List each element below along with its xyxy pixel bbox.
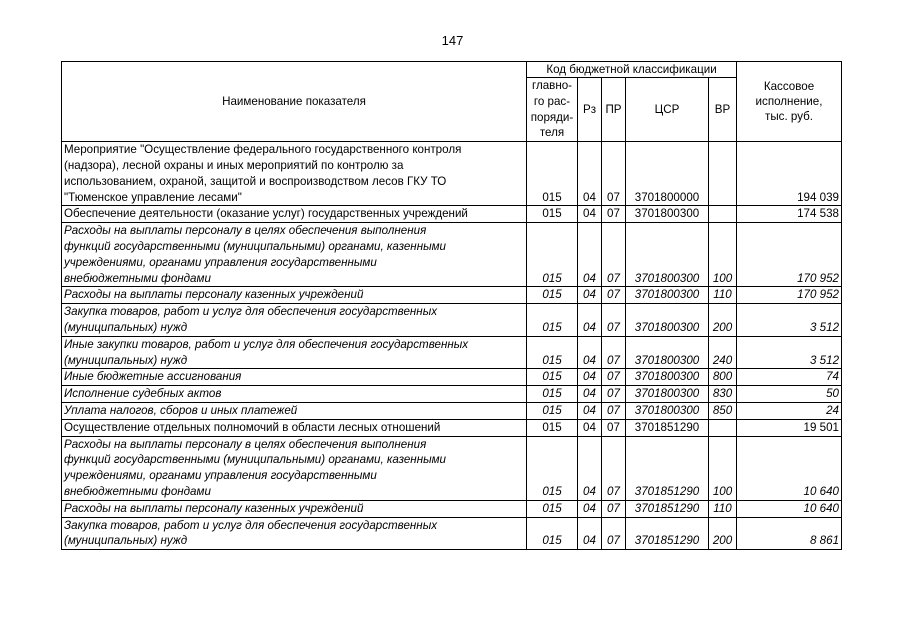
cell-csr: 3701800300 <box>626 223 709 287</box>
table-row <box>62 419 842 436</box>
header-pr: ПР <box>602 78 626 142</box>
cell-vr <box>709 142 737 206</box>
cell-name-line: Исполнение судебных актов <box>64 387 222 401</box>
cell-name-line: функций государственными (муниципальными) органами, казенными <box>64 453 446 467</box>
cell-glavnogo: 015 <box>527 402 578 419</box>
cell-csr: 3701800000 <box>626 142 709 206</box>
cell-pr: 07 <box>602 436 626 500</box>
table-row <box>62 436 842 500</box>
cell-csr: 3701800300 <box>626 206 709 223</box>
cell-name <box>62 500 527 517</box>
cell-name-line: Мероприятие "Осуществление федерального государственного контроля <box>64 143 462 157</box>
cell-csr: 3701800300 <box>626 369 709 386</box>
cell-pr: 07 <box>602 386 626 403</box>
cell-rz: 04 <box>578 517 602 550</box>
cell-csr: 3701800300 <box>626 402 709 419</box>
cell-pr: 07 <box>602 206 626 223</box>
cell-name <box>62 223 527 287</box>
cell-pr: 07 <box>602 517 626 550</box>
cell-name <box>62 386 527 403</box>
cell-vr: 200 <box>709 517 737 550</box>
cell-vr: 100 <box>709 223 737 287</box>
cell-glavnogo: 015 <box>527 206 578 223</box>
cell-name-line: Закупка товаров, работ и услуг для обеспечения государственных <box>64 305 438 319</box>
cell-csr: 3701851290 <box>626 500 709 517</box>
cell-sum: 170 952 <box>737 287 842 304</box>
cell-sum: 10 640 <box>737 500 842 517</box>
header-glavnogo-line: теля <box>539 126 565 140</box>
cell-name-line: (муниципальных) нужд <box>64 534 188 548</box>
cell-name-line: Закупка товаров, работ и услуг для обеспечения государственных <box>64 518 438 532</box>
cell-glavnogo: 015 <box>527 304 578 337</box>
cell-glavnogo: 015 <box>527 287 578 304</box>
cell-rz: 04 <box>578 386 602 403</box>
cell-rz: 04 <box>578 500 602 517</box>
cell-sum: 3 512 <box>737 304 842 337</box>
cell-name <box>62 369 527 386</box>
cell-pr: 07 <box>602 402 626 419</box>
header-glavnogo-line: поряди- <box>530 110 574 124</box>
cell-name <box>62 336 527 369</box>
cell-name-line: Иные бюджетные ассигнования <box>64 370 242 384</box>
cell-rz: 04 <box>578 304 602 337</box>
header-glavnogo-line: го рас- <box>533 94 571 108</box>
table-row <box>62 223 842 287</box>
table-row <box>62 206 842 223</box>
page-number: 147 <box>441 33 464 48</box>
cell-name-line: "Тюменское управление лесами" <box>64 190 242 204</box>
cell-csr: 3701800300 <box>626 336 709 369</box>
cell-name <box>62 142 527 206</box>
cell-name <box>62 304 527 337</box>
cell-name-line: учреждениями, органами управления государственными <box>64 469 377 483</box>
cell-name-line: (муниципальных) нужд <box>64 320 188 334</box>
table-row <box>62 517 842 550</box>
cell-name <box>62 517 527 550</box>
cell-vr: 110 <box>709 500 737 517</box>
table-row <box>62 402 842 419</box>
cell-csr: 3701800300 <box>626 386 709 403</box>
cell-glavnogo: 015 <box>527 386 578 403</box>
header-sum-line: тыс. руб. <box>765 110 814 124</box>
cell-vr: 100 <box>709 436 737 500</box>
cell-vr: 830 <box>709 386 737 403</box>
cell-sum: 50 <box>737 386 842 403</box>
cell-rz: 04 <box>578 206 602 223</box>
header-sum-line: Кассовое <box>763 80 815 94</box>
cell-name-line: Иные закупки товаров, работ и услуг для обеспечения государственных <box>64 337 469 351</box>
cell-csr: 3701851290 <box>626 517 709 550</box>
cell-csr: 3701851290 <box>626 419 709 436</box>
cell-name-line: использованием, охраной, защитой и воспроизводством лесов ГКУ ТО <box>64 174 447 188</box>
cell-glavnogo: 015 <box>527 142 578 206</box>
budget-table <box>61 61 842 550</box>
cell-csr: 3701851290 <box>626 436 709 500</box>
cell-sum: 174 538 <box>737 206 842 223</box>
cell-name-line: функций государственными (муниципальными) органами, казенными <box>64 239 446 253</box>
table-row <box>62 142 842 206</box>
table-row <box>62 336 842 369</box>
cell-pr: 07 <box>602 142 626 206</box>
cell-rz: 04 <box>578 336 602 369</box>
cell-pr: 07 <box>602 419 626 436</box>
cell-vr: 850 <box>709 402 737 419</box>
cell-name-line: внебюджетными фондами <box>64 484 211 498</box>
header-glavnogo <box>527 78 578 142</box>
header-sum-line: исполнение, <box>755 95 823 109</box>
cell-glavnogo: 015 <box>527 517 578 550</box>
table-row <box>62 304 842 337</box>
header-csr: ЦСР <box>626 78 709 142</box>
cell-sum: 19 501 <box>737 419 842 436</box>
cell-glavnogo: 015 <box>527 369 578 386</box>
cell-name-line: Уплата налогов, сборов и иных платежей <box>64 403 298 417</box>
cell-name <box>62 287 527 304</box>
cell-name-line: Расходы на выплаты персоналу в целях обеспечения выполнения <box>64 437 427 451</box>
header-rz: Рз <box>578 78 602 142</box>
cell-vr <box>709 206 737 223</box>
cell-rz: 04 <box>578 419 602 436</box>
cell-sum: 10 640 <box>737 436 842 500</box>
cell-sum: 24 <box>737 402 842 419</box>
table-row <box>62 287 842 304</box>
cell-sum: 74 <box>737 369 842 386</box>
cell-sum: 3 512 <box>737 336 842 369</box>
cell-name-line: Осуществление отдельных полномочий в области лесных отношений <box>64 420 441 434</box>
cell-rz: 04 <box>578 223 602 287</box>
cell-pr: 07 <box>602 304 626 337</box>
cell-name <box>62 206 527 223</box>
table-row <box>62 500 842 517</box>
cell-csr: 3701800300 <box>626 304 709 337</box>
cell-name-line: внебюджетными фондами <box>64 271 211 285</box>
cell-vr: 110 <box>709 287 737 304</box>
header-glavnogo-line: главно- <box>531 79 573 92</box>
cell-vr <box>709 419 737 436</box>
cell-sum: 8 861 <box>737 517 842 550</box>
table-body <box>62 142 842 550</box>
cell-name-line: (муниципальных) нужд <box>64 353 188 367</box>
cell-name-line: (надзора), лесной охраны и иных мероприятий по контролю за <box>64 158 404 172</box>
cell-name <box>62 419 527 436</box>
cell-name <box>62 402 527 419</box>
header-name: Наименование показателя <box>62 62 527 142</box>
cell-pr: 07 <box>602 500 626 517</box>
cell-rz: 04 <box>578 369 602 386</box>
header-sum <box>737 62 842 142</box>
cell-rz: 04 <box>578 436 602 500</box>
table-row <box>62 369 842 386</box>
cell-glavnogo: 015 <box>527 500 578 517</box>
cell-sum: 194 039 <box>737 142 842 206</box>
cell-vr: 200 <box>709 304 737 337</box>
cell-pr: 07 <box>602 336 626 369</box>
cell-pr: 07 <box>602 369 626 386</box>
cell-vr: 800 <box>709 369 737 386</box>
cell-name-line: Расходы на выплаты персоналу в целях обеспечения выполнения <box>64 224 427 238</box>
cell-rz: 04 <box>578 402 602 419</box>
table-row <box>62 386 842 403</box>
cell-glavnogo: 015 <box>527 419 578 436</box>
cell-name-line: Расходы на выплаты персоналу казенных учреждений <box>64 501 364 515</box>
cell-csr: 3701800300 <box>626 287 709 304</box>
cell-name-line: учреждениями, органами управления государственными <box>64 255 377 269</box>
cell-glavnogo: 015 <box>527 336 578 369</box>
cell-name-line: Обеспечение деятельности (оказание услуг) государственных учреждений <box>64 207 468 221</box>
cell-rz: 04 <box>578 142 602 206</box>
cell-rz: 04 <box>578 287 602 304</box>
cell-pr: 07 <box>602 223 626 287</box>
cell-glavnogo: 015 <box>527 436 578 500</box>
cell-glavnogo: 015 <box>527 223 578 287</box>
cell-vr: 240 <box>709 336 737 369</box>
cell-sum: 170 952 <box>737 223 842 287</box>
cell-name <box>62 436 527 500</box>
cell-pr: 07 <box>602 287 626 304</box>
header-kbk: Код бюджетной классификации <box>527 62 737 78</box>
header-vr: ВР <box>709 78 737 142</box>
cell-name-line: Расходы на выплаты персоналу казенных учреждений <box>64 288 364 302</box>
